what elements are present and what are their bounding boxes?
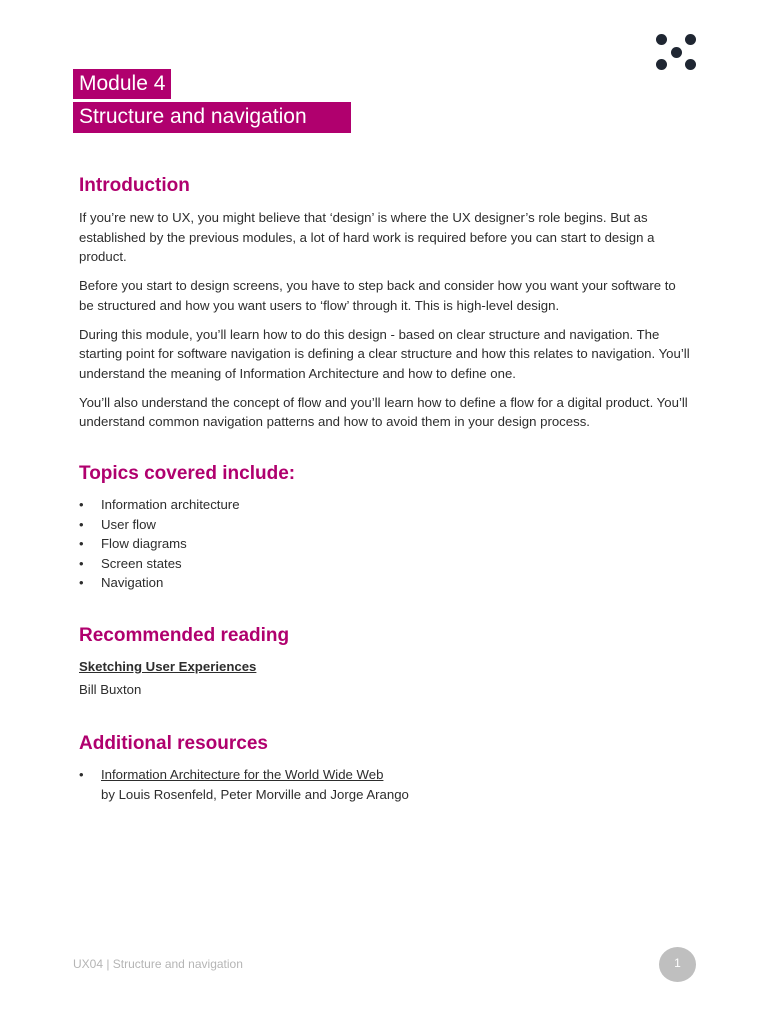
book-title-link[interactable]: Sketching User Experiences xyxy=(79,659,257,674)
list-item: • Flow diagrams xyxy=(79,534,691,554)
topics-heading: Topics covered include: xyxy=(79,463,296,485)
resources-list xyxy=(79,765,691,804)
main-content xyxy=(79,174,691,805)
book-author: Bill Buxton xyxy=(79,681,142,697)
page-number-badge: 1 xyxy=(659,947,696,982)
resource-authors: by Louis Rosenfeld, Peter Morville and Jorge Arango xyxy=(101,787,409,802)
list-item: • Screen states xyxy=(79,554,691,574)
resource-title-link[interactable]: Information Architecture for the World Wide Web xyxy=(101,767,384,783)
introduction-heading: Introduction xyxy=(79,175,190,196)
reading-heading: Recommended reading xyxy=(79,625,290,646)
intro-paragraph: During this module, you’ll learn how to do this design - based on clear structure and navigation. The starting point for software navigation is defining a clear structure and how this relates to navigation. You’ll understand the meaning of Information Architecture and how to define one. xyxy=(79,326,690,381)
reading-section xyxy=(79,624,691,699)
intro-paragraph: If you’re new to UX, you might believe that ‘design’ is where the UX designer’s role begins. But as established by the previous modules, a lot of hard work is required before you can start to design a product. xyxy=(79,210,655,265)
resources-section xyxy=(79,732,691,804)
topics-section xyxy=(79,462,691,593)
intro-paragraph: You’ll also understand the concept of flow and you’ll learn how to define a flow for a digital product. You’ll understand common navigation patterns and how to avoid them in your design process. xyxy=(79,394,688,430)
list-item xyxy=(79,765,691,804)
intro-paragraph: Before you start to design screens, you have to step back and consider how you want your software to be structured and how you want users to ‘flow’ through it. This is high-level design. xyxy=(79,278,676,313)
list-item: • Navigation xyxy=(79,573,691,593)
topics-list xyxy=(79,495,691,593)
list-item: • Information architecture xyxy=(79,495,691,515)
five-dot-logo-icon xyxy=(656,34,696,70)
list-item: • User flow xyxy=(79,515,691,535)
module-title: Structure and navigation xyxy=(73,102,351,133)
introduction-section xyxy=(79,174,691,432)
footer-text: UX04 | Structure and navigation xyxy=(73,957,243,971)
module-label: Module 4 xyxy=(73,69,171,99)
resources-heading: Additional resources xyxy=(79,733,268,755)
